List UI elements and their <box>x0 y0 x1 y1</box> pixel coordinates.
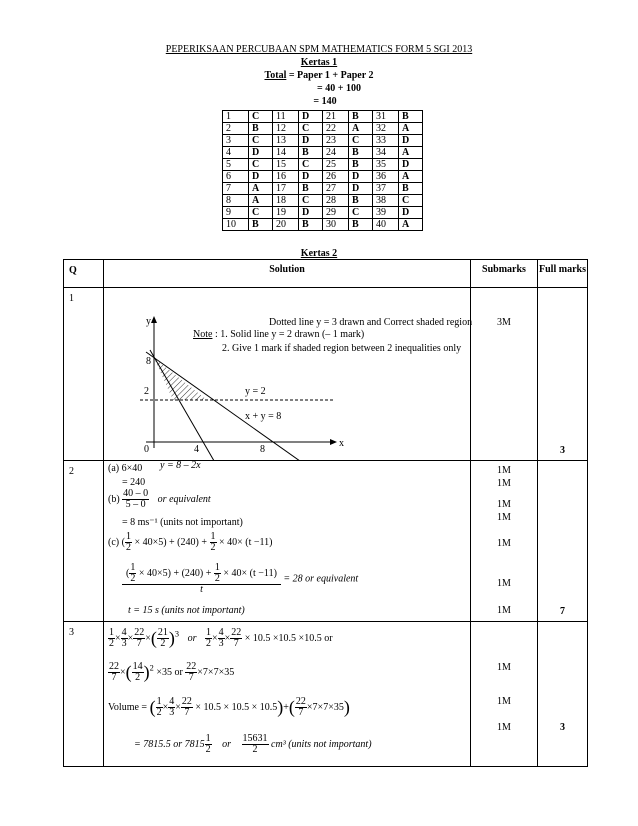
question-number: 26 <box>323 171 349 183</box>
q2-c-end: × 40× (t −11) <box>219 536 273 548</box>
q2-d-half-2-num: 1 <box>214 562 220 573</box>
question-number: 2 <box>223 123 249 135</box>
q2-c-half-1-num: 1 <box>125 531 131 542</box>
q3-res-or: or <box>222 738 232 750</box>
question-number: 9 <box>223 207 249 219</box>
q2-solution <box>104 461 471 622</box>
q2-b-pre: (b) <box>108 493 120 505</box>
col-header-full: Full marks <box>538 260 588 288</box>
note-label: Note <box>193 329 213 340</box>
answer-letter: D <box>299 135 323 147</box>
q3-volume-label: Volume = <box>108 701 148 713</box>
q2-d-num <box>122 563 281 585</box>
question-number: 28 <box>323 195 349 207</box>
answer-letter: D <box>299 111 323 123</box>
answer-letter: A <box>249 195 273 207</box>
q2-c-mid: × 40×5) + (240) + <box>134 536 207 548</box>
answer-letter: A <box>399 171 423 183</box>
tick-label-2-y: 2 <box>144 386 149 397</box>
q3-solution <box>104 622 471 767</box>
q2-b2: = 8 ms⁻¹ (units not important) <box>122 517 243 528</box>
answer-letter: B <box>299 219 323 231</box>
q2-d-den: t <box>200 584 203 595</box>
q2-d-half-2-den: 2 <box>214 573 220 584</box>
q3-mark-3: 1M <box>497 722 511 733</box>
q2-d-line <box>122 563 358 595</box>
q3-line-2: $\frac{22}{7}$ ×( $\frac{14}{2}$ )$^2$ ×35 or $\frac{22}{7}$ ×7×7×35 <box>109 661 235 683</box>
q2-c-half-1 <box>125 532 132 553</box>
question-number: 25 <box>323 159 349 171</box>
q2-d-half-2 <box>214 563 221 584</box>
question-number: 20 <box>273 219 299 231</box>
q3-number: 3 <box>64 622 104 767</box>
answer-letter: B <box>349 147 373 159</box>
question-number: 37 <box>373 183 399 195</box>
answer-letter: A <box>399 147 423 159</box>
question-number: 40 <box>373 219 399 231</box>
q2-c-half-2 <box>210 532 217 553</box>
answer-letter: A <box>349 123 373 135</box>
answer-letter: B <box>249 123 273 135</box>
q2-c-line <box>108 532 273 553</box>
question-number: 39 <box>373 207 399 219</box>
q2-mark-6: 1M <box>497 578 511 589</box>
answer-key-row <box>223 219 423 231</box>
q3-res: = 7815.5 or 7815 <box>134 738 205 750</box>
answer-letter: D <box>399 207 423 219</box>
q2-d-eq: = 28 or equivalent <box>283 573 359 585</box>
axis-y-label: y <box>146 316 151 327</box>
q3-full-marks: 3 <box>538 622 588 767</box>
q2-a1: (a) 6×40 <box>108 463 143 474</box>
label-y-8-minus-2x: y = 8 – 2x <box>160 460 201 471</box>
question-number: 27 <box>323 183 349 195</box>
q2-d-open: ( <box>126 567 130 579</box>
question-number: 11 <box>273 111 299 123</box>
answer-letter: C <box>299 123 323 135</box>
question-number: 32 <box>373 123 399 135</box>
q1-submarks: 3M <box>471 288 538 461</box>
q1-note-main: Dotted line y = 3 drawn and Correct shaded region <box>269 317 473 328</box>
answer-letter: D <box>299 171 323 183</box>
answer-letter: D <box>249 171 273 183</box>
line-y-8-minus-2x <box>150 350 217 461</box>
q2-d-half-1-num: 1 <box>130 562 136 573</box>
q3-line-3: Volume = ( $\frac{1}{2}$ × $\frac{4}{3}$ × $\frac{22}{7}$ × 10.5 × 10.5 × 10.5)+( $\frac{22}{7}$ ×7×7×35) <box>108 696 350 718</box>
q1-full-marks: 3 <box>538 288 588 461</box>
answer-letter: C <box>249 135 273 147</box>
question-number: 38 <box>373 195 399 207</box>
col-header-submarks: Submarks <box>471 260 538 288</box>
answer-key-row <box>223 111 423 123</box>
q2-number: 2 <box>64 461 104 622</box>
answer-letter: B <box>349 111 373 123</box>
q2-mark-2: 1M <box>497 478 511 489</box>
x-axis-arrow <box>330 439 337 445</box>
q2-full-marks: 7 <box>538 461 588 622</box>
q2-d-half-1-den: 2 <box>130 573 136 584</box>
q2-mark-1: 1M <box>497 465 511 476</box>
total-rest: = Paper 1 + Paper 2 <box>286 70 374 81</box>
question-number: 6 <box>223 171 249 183</box>
total-line-3: = 140 <box>313 96 337 107</box>
q2-c-pre: (c) ( <box>108 536 125 548</box>
line-x-plus-y-8 <box>146 352 307 461</box>
q2-e: t = 15 s (units not important) <box>128 605 245 616</box>
q3-res-num: 15631 <box>242 733 268 744</box>
q2-c-half-2-num: 1 <box>210 531 216 542</box>
answer-letter: C <box>249 207 273 219</box>
q2-b-line <box>108 489 211 510</box>
question-number: 8 <box>223 195 249 207</box>
answer-letter: B <box>399 183 423 195</box>
question-number: 14 <box>273 147 299 159</box>
question-number: 34 <box>373 147 399 159</box>
question-number: 36 <box>373 171 399 183</box>
question-number: 23 <box>323 135 349 147</box>
question-number: 3 <box>223 135 249 147</box>
q2-a2: = 240 <box>122 477 146 488</box>
q3-line-1: $\frac{1}{2}$ × $\frac{4}{3}$ × $\frac{22}{7}$ ×( $\frac{21}{2}$ )$^3$ or $\frac{1}{2}$ × $\frac{4}{3}$ × $\frac{22}{7}$ × 10.5 ×10.5 ×10.5 or <box>109 627 333 649</box>
q1-number: 1 <box>64 288 104 461</box>
answer-letter: B <box>349 159 373 171</box>
solution-table <box>63 259 588 767</box>
answer-letter: C <box>299 195 323 207</box>
question-number: 13 <box>273 135 299 147</box>
col-header-q: Q <box>64 260 104 288</box>
tick-label-8-x: 8 <box>260 444 265 455</box>
answer-letter: B <box>299 147 323 159</box>
label-y-equals-2: y = 2 <box>245 386 266 397</box>
kertas2-heading: Kertas 2 <box>300 248 338 259</box>
question-number: 22 <box>323 123 349 135</box>
question-number: 30 <box>323 219 349 231</box>
answer-key-row <box>223 159 423 171</box>
answer-letter: A <box>249 183 273 195</box>
q3-submarks <box>471 622 538 767</box>
q1-graph <box>104 288 471 461</box>
answer-letter: D <box>299 207 323 219</box>
answer-letter: B <box>399 111 423 123</box>
q2-c-half-1-den: 2 <box>125 542 131 553</box>
question-number: 17 <box>273 183 299 195</box>
q2-c-half-2-den: 2 <box>210 542 216 553</box>
answer-letter: D <box>349 171 373 183</box>
note-1-text: : 1. Solid line y = 2 drawn (– 1 mark) <box>212 329 365 340</box>
q3-l3b: ×7×7×35 <box>306 701 344 713</box>
answer-letter: D <box>349 183 373 195</box>
answer-key-row <box>223 183 423 195</box>
q3-mark-2: 1M <box>497 696 511 707</box>
total-line <box>0 70 638 81</box>
question-number: 10 <box>223 219 249 231</box>
q3-mark-1: 1M <box>497 662 511 673</box>
q2-b-post: or equivalent <box>157 493 211 505</box>
q1-note-2: 2. Give 1 mark if shaded region between 2 inequalities only <box>222 343 462 354</box>
answer-key-row <box>223 195 423 207</box>
q3-l2: ×35 or <box>156 666 183 678</box>
q3-l3: × 10.5 × 10.5 × 10.5 <box>195 701 278 713</box>
answer-letter: B <box>249 219 273 231</box>
question-number: 15 <box>273 159 299 171</box>
q2-b-fraction <box>122 489 149 510</box>
q2-submarks <box>471 461 538 622</box>
total-label: Total <box>264 70 287 81</box>
q3-result: = 7815.5 or 7815 $\frac{1}{2}$ or $\frac{15631}{2}$ cm³ (units not important) <box>134 733 372 755</box>
question-number: 4 <box>223 147 249 159</box>
y-axis-arrow <box>151 316 157 323</box>
q2-mark-4: 1M <box>497 512 511 523</box>
answer-letter: A <box>399 123 423 135</box>
answer-letter: C <box>349 207 373 219</box>
q3-l2b: ×7×7×35 <box>197 666 235 678</box>
tick-label-0: 0 <box>144 444 149 455</box>
q2-d-fraction <box>122 563 281 595</box>
question-number: 33 <box>373 135 399 147</box>
q2-d-half-1 <box>129 563 136 584</box>
answer-letter: A <box>399 219 423 231</box>
answer-letter: C <box>299 159 323 171</box>
q2-d-mid: × 40×5) + (240) + <box>138 567 212 579</box>
question-number: 21 <box>323 111 349 123</box>
label-x-plus-y-8: x + y = 8 <box>245 411 282 422</box>
answer-key-row <box>223 147 423 159</box>
q2-b-den: 5 – 0 <box>125 499 146 510</box>
answer-key-table <box>222 110 423 231</box>
answer-letter: B <box>349 195 373 207</box>
question-number: 18 <box>273 195 299 207</box>
q1-note-1 <box>193 329 364 340</box>
question-number: 19 <box>273 207 299 219</box>
question-number: 1 <box>223 111 249 123</box>
question-number: 12 <box>273 123 299 135</box>
question-number: 29 <box>323 207 349 219</box>
q2-mark-5: 1M <box>497 538 511 549</box>
answer-letter: C <box>349 135 373 147</box>
answer-key-row <box>223 171 423 183</box>
answer-letter: B <box>299 183 323 195</box>
answer-letter: D <box>249 147 273 159</box>
q2-mark-7: 1M <box>497 605 511 616</box>
answer-letter: C <box>249 159 273 171</box>
q3-l1: × 10.5 ×10.5 ×10.5 or <box>244 632 333 644</box>
question-number: 5 <box>223 159 249 171</box>
answer-letter: D <box>399 159 423 171</box>
answer-letter: B <box>349 219 373 231</box>
tick-label-8-y: 8 <box>146 356 151 367</box>
question-number: 31 <box>373 111 399 123</box>
col-header-solution: Solution <box>104 260 471 288</box>
answer-letter: D <box>399 135 423 147</box>
q3-or-1: or <box>187 632 197 644</box>
question-number: 16 <box>273 171 299 183</box>
kertas1-heading: Kertas 1 <box>300 57 338 68</box>
shaded-region <box>154 358 207 400</box>
total-line-2: = 40 + 100 <box>317 83 361 94</box>
answer-key-row <box>223 207 423 219</box>
tick-label-4: 4 <box>194 444 199 455</box>
question-number: 35 <box>373 159 399 171</box>
answer-letter: C <box>399 195 423 207</box>
question-number: 24 <box>323 147 349 159</box>
q2-d-end: × 40× (t −11) <box>223 567 277 579</box>
q2-mark-3: 1M <box>497 499 511 510</box>
axis-x-label: x <box>339 438 344 449</box>
q2-b-num: 40 – 0 <box>123 488 149 499</box>
answer-key-row <box>223 135 423 147</box>
answer-key-row <box>223 123 423 135</box>
q3-res-unit: cm³ (units not important) <box>271 738 372 750</box>
paper-title: PEPERIKSAAN PERCUBAAN SPM MATHEMATICS FORM 5 SGI 2013 <box>165 44 473 55</box>
answer-letter: C <box>249 111 273 123</box>
question-number: 7 <box>223 183 249 195</box>
